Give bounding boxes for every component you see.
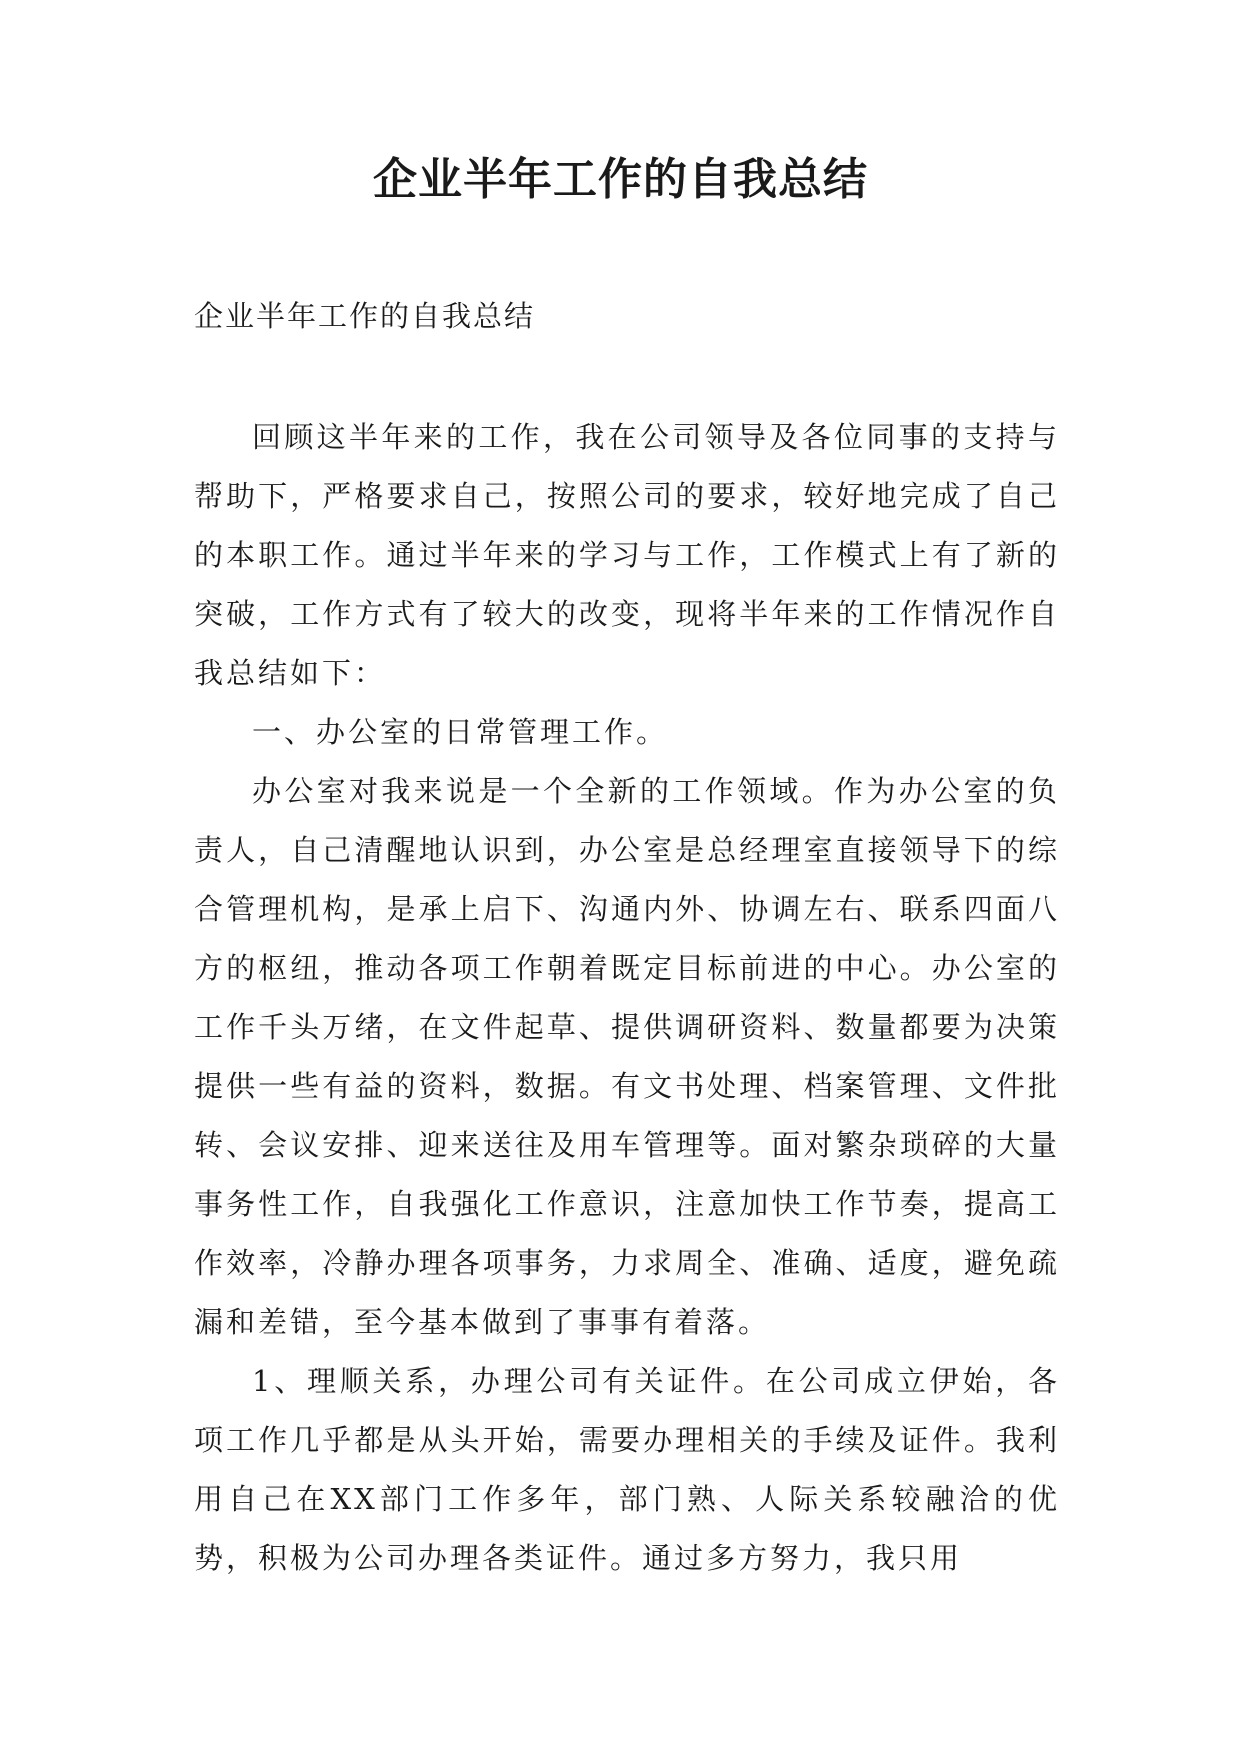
document-body bbox=[194, 408, 1060, 1588]
paragraph-intro: 回顾这半年来的工作，我在公司领导及各位同事的支持与帮助下，严格要求自己，按照公司的要求，较好地完成了自己的本职工作。通过半年来的学习与工作，工作模式上有了新的突破，工作方式有了较大的改变，现将半年来的工作情况作自我总结如下： bbox=[194, 420, 1060, 690]
paragraph-item-1: 1、理顺关系，办理公司有关证件。在公司成立伊始，各项工作几乎都是从头开始，需要办理相关的手续及证件。我利用自己在XX部门工作多年，部门熟、人际关系较融洽的优势，积极为公司办理各类证件。通过多方努力，我只用 bbox=[194, 1364, 1060, 1575]
document-subtitle: 企业半年工作的自我总结 bbox=[194, 299, 536, 333]
section-heading: 一、办公室的日常管理工作。 bbox=[252, 715, 669, 749]
paragraph-office-work: 办公室对我来说是一个全新的工作领域。作为办公室的负责人，自己清醒地认识到，办公室是总经理室直接领导下的综合管理机构，是承上启下、沟通内外、协调左右、联系四面八方的枢纽，推动各项工作朝着既定目标前进的中心。办公室的工作千头万绪，在文件起草、提供调研资料、数量都要为决策提供一些有益的资料，数据。有文书处理、档案管理、文件批转、会议安排、迎来送往及用车管理等。面对繁杂琐碎的大量事务性工作，自我强化工作意识，注意加快工作节奏，提高工作效率，冷静办理各项事务，力求周全、准确、适度，避免疏漏和差错，至今基本做到了事事有着落。 bbox=[194, 774, 1060, 1339]
document-title: 企业半年工作的自我总结 bbox=[373, 154, 868, 205]
